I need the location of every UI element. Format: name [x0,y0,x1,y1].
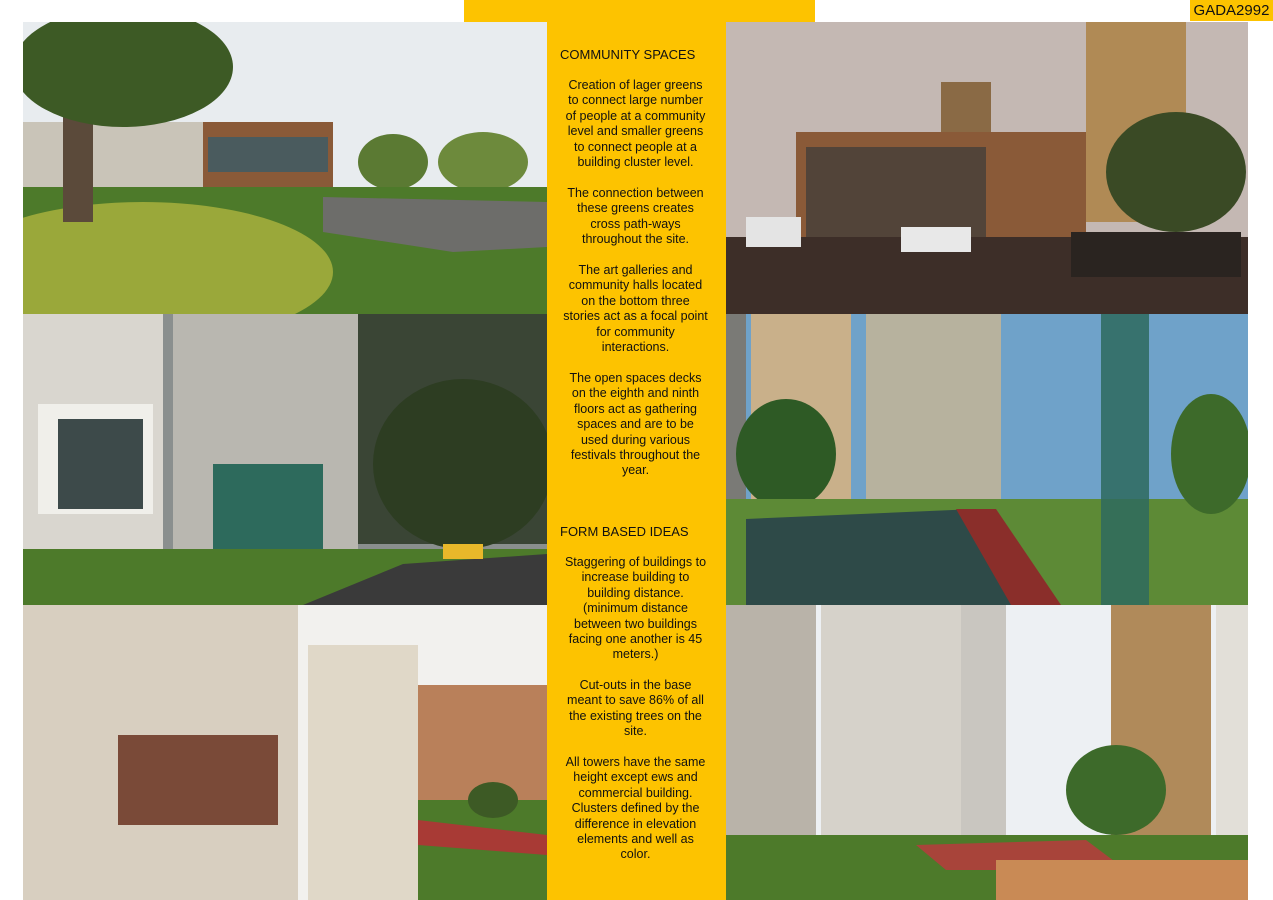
community-paragraph-4: The open spaces decks on the eighth and ninth floors act as gathering spaces and are to be used during various festivals throughout the year. [569,371,702,478]
render-staggered-towers [23,605,547,900]
community-paragraph-1: Creation of lager greens to connect large number of people at a community level and smaller greens to connect people at a building cluster level. [565,78,706,170]
render-community-green [23,22,547,314]
form-paragraph-3: All towers have the same height except ews and commercial building. Clusters defined by the difference in elevation elements and well as color. [565,755,706,862]
sheet-code-badge: GADA2992 [1190,0,1273,21]
render-sports-court [726,314,1248,605]
community-paragraph-3: The art galleries and community halls located on the bottom three stories act as a focal point for community interactions. [563,263,708,355]
community-paragraph-2: The connection between these greens creates cross path-ways throughout the site. [567,186,704,247]
community-spaces-heading: COMMUNITY SPACES [560,47,696,62]
form-paragraph-2: Cut-outs in the base meant to save 86% of all the existing trees on the site. [567,678,704,739]
top-accent-bar [464,0,815,22]
render-towers-lawn [23,314,547,605]
render-cluster-court [726,605,1248,900]
form-paragraph-1: Staggering of buildings to increase building to building distance. (minimum distance between two buildings facing one another is 45 meters.) [564,555,707,662]
form-based-ideas-heading: FORM BASED IDEAS [560,524,689,539]
render-commercial-building [726,22,1248,314]
